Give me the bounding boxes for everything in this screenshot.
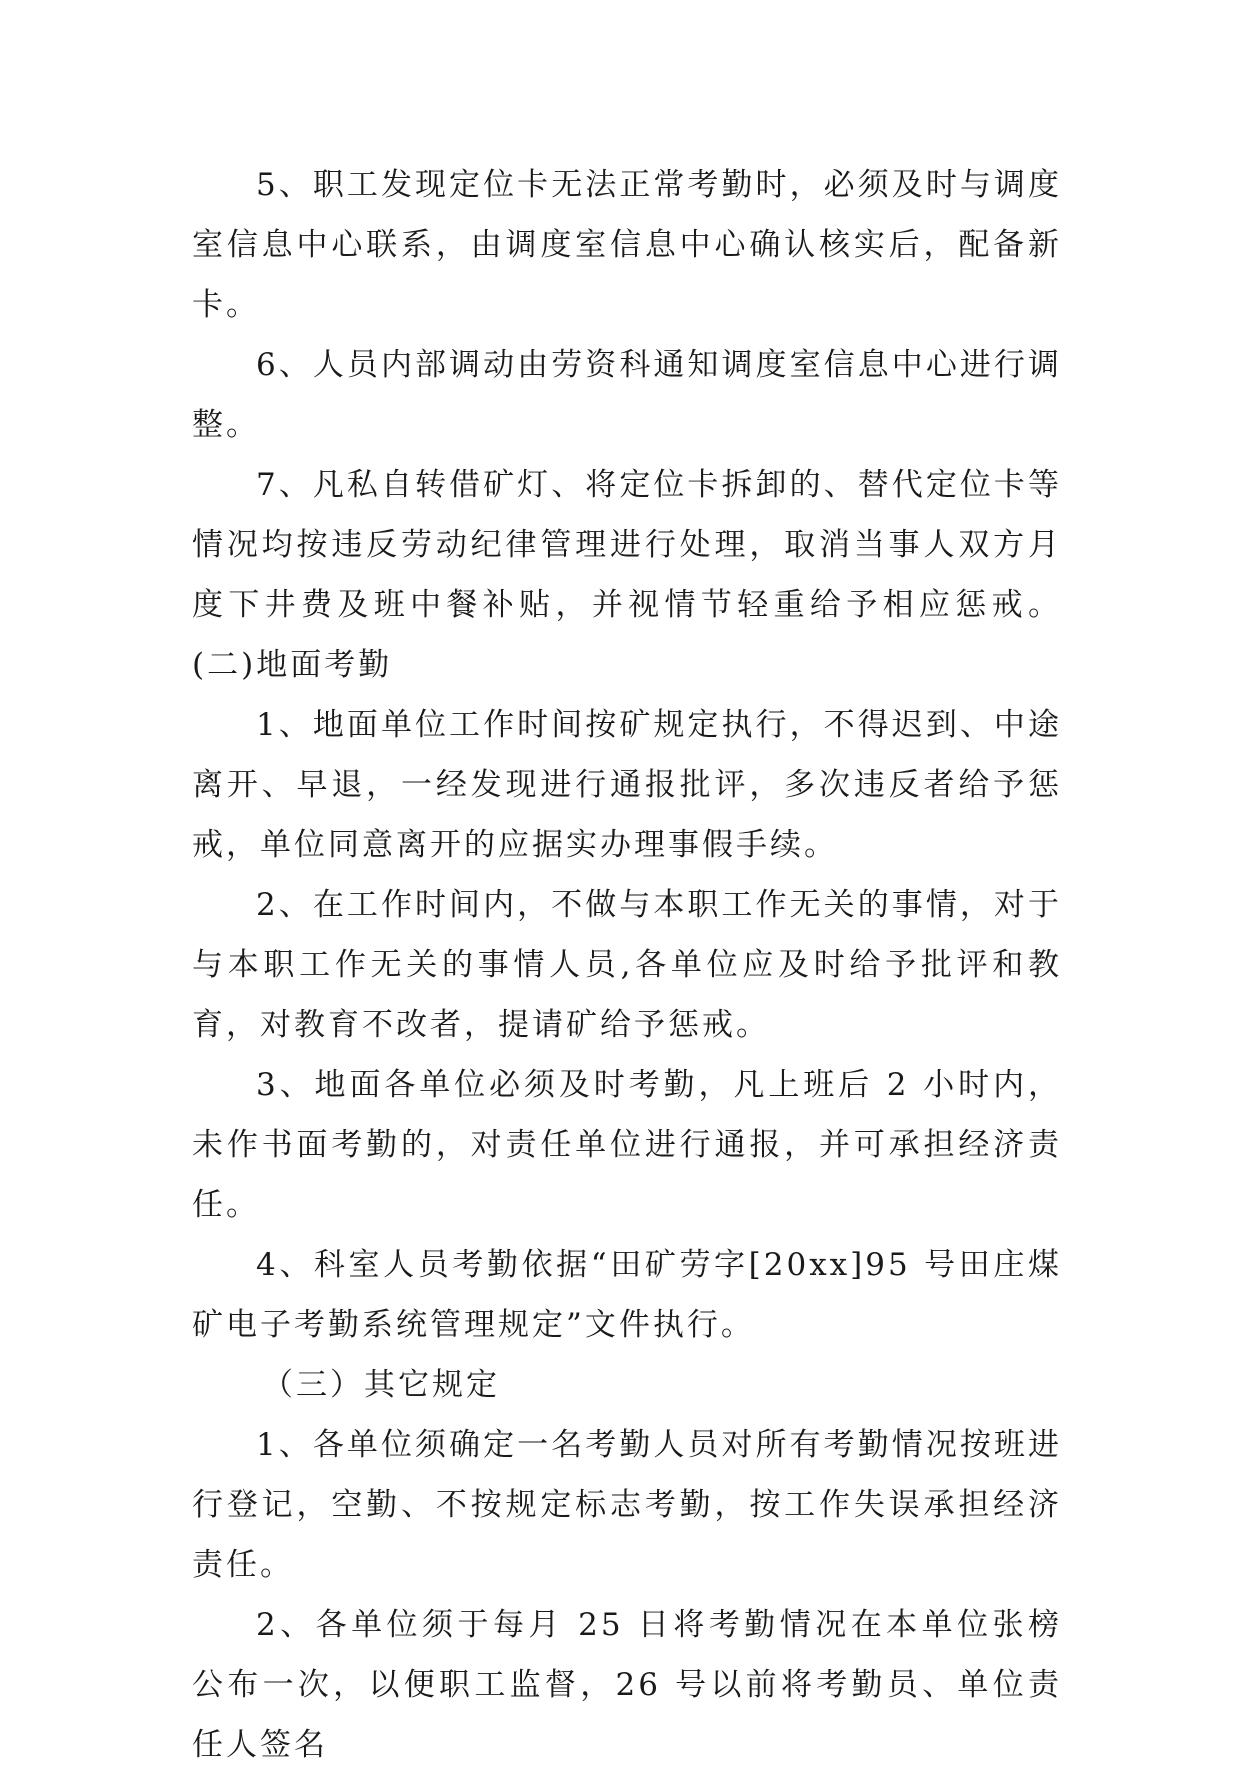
document-body xyxy=(192,155,1062,1775)
paragraph-other-item-1: 1、各单位须确定一名考勤人员对所有考勤情况按班进行登记，空勤、不按规定标志考勤，按工作失误承担经济责任。 xyxy=(192,1427,1062,1583)
paragraph-item-5-card-fault: 5、职工发现定位卡无法正常考勤时，必须及时与调度室信息中心联系，由调度室信息中心确认核实后，配备新卡。 xyxy=(192,167,1062,323)
paragraph-other-item-2: 2、各单位须于每月 25 日将考勤情况在本单位张榜公布一次，以便职工监督，26 号以前将考勤员、单位责任人签名 xyxy=(192,1607,1062,1763)
paragraph-ground-item-3: 3、地面各单位必须及时考勤，凡上班后 2 小时内，未作书面考勤的，对责任单位进行通报，并可承担经济责任。 xyxy=(192,1067,1062,1223)
section-heading-other-rules: （三）其它规定 xyxy=(262,1367,500,1403)
paragraph-item-6-transfer: 6、人员内部调动由劳资科通知调度室信息中心进行调整。 xyxy=(192,347,1062,443)
paragraph-item-7-violation: 7、凡私自转借矿灯、将定位卡拆卸的、替代定位卡等情况均按违反劳动纪律管理进行处理，取消当事人双方月度下井费及班中餐补贴，并视情节轻重给予相应惩戒。(二)地面考勤 xyxy=(192,467,1062,683)
paragraph-ground-item-4: 4、科室人员考勤依据“田矿劳字[20xx]95 号田庄煤矿电子考勤系统管理规定”文件执行。 xyxy=(192,1247,1062,1343)
paragraph-ground-item-1: 1、地面单位工作时间按矿规定执行，不得迟到、中途离开、早退，一经发现进行通报批评，多次违反者给予惩戒，单位同意离开的应据实办理事假手续。 xyxy=(192,707,1062,863)
paragraph-ground-item-2: 2、在工作时间内，不做与本职工作无关的事情，对于与本职工作无关的事情人员,各单位应及时给予批评和教育，对教育不改者，提请矿给予惩戒。 xyxy=(192,887,1062,1043)
